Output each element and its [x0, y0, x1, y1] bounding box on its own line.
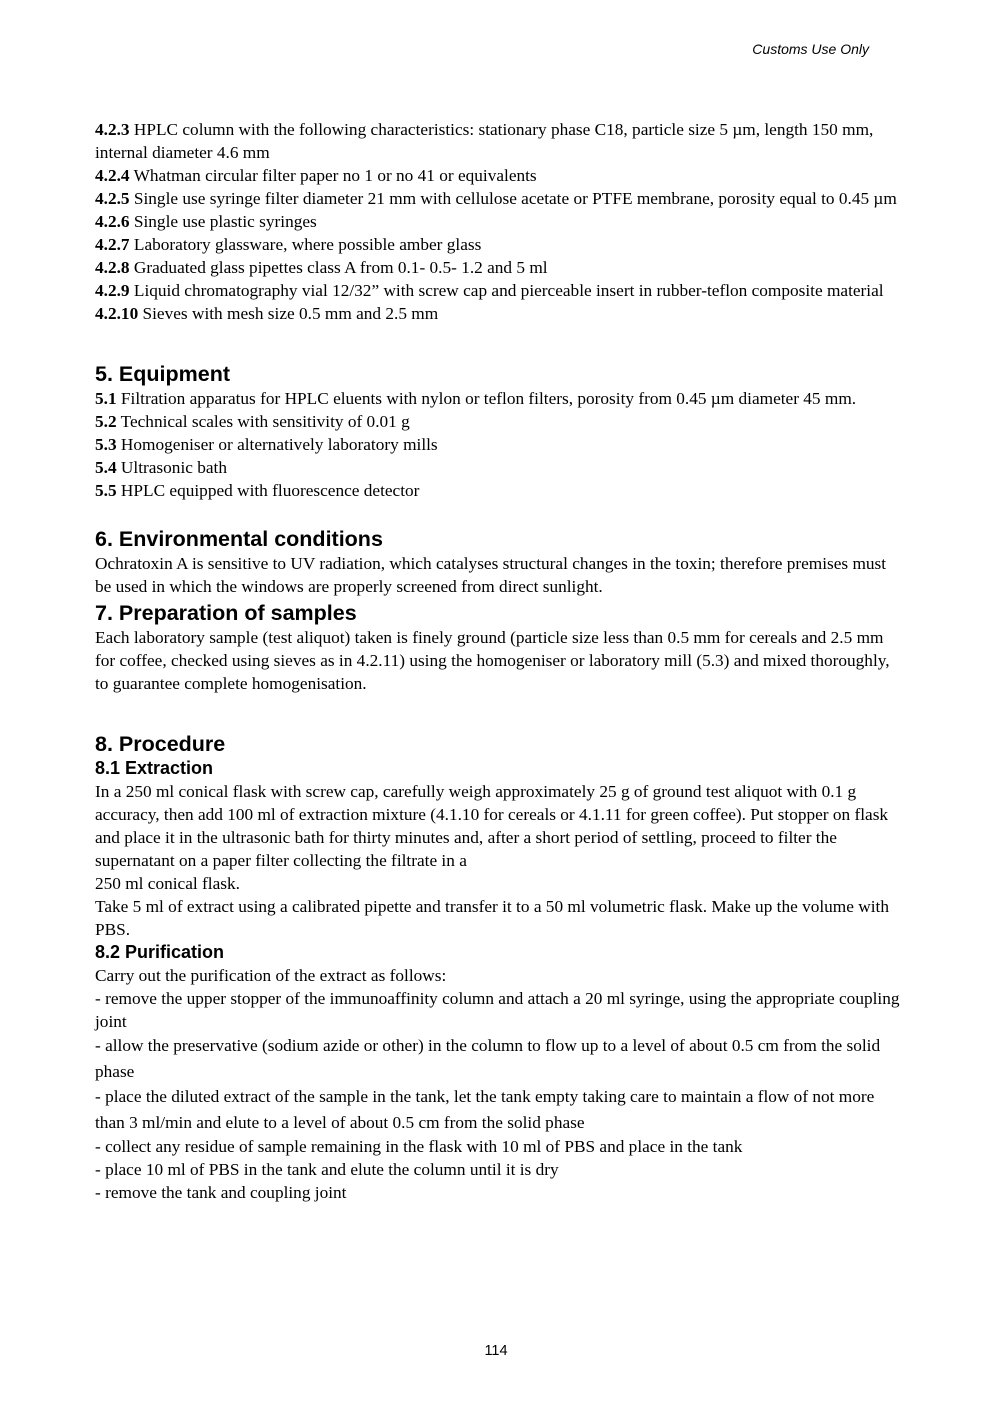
paragraph-samples: Each laboratory sample (test aliquot) taken is finely ground (particle size less than 0.5 mm for cereals and 2.5 mm for coffee, checked using sieves as in 4.2.11) using the homogeniser or laboratory mill (5.3) and mixed thoroughly, to guarantee complete homogenisation.	[95, 628, 890, 693]
item-text: Single use syringe filter diameter 21 mm with cellulose acetate or PTFE membrane, porosity equal to 0.45 µm	[129, 189, 897, 208]
list-item: - place the diluted extract of the sample in the tank, let the tank empty taking care to maintain a flow of not more than 3 ml/min and elute to a level of about 0.5 cm from the solid phase	[95, 1087, 875, 1132]
list-item: - remove the tank and coupling joint	[95, 1183, 347, 1202]
subsection-heading-extraction: 8.1 Extraction	[95, 758, 214, 778]
item-number: 5.3	[95, 435, 117, 454]
subsection-heading-purification: 8.2 Purification	[95, 942, 225, 962]
list-item	[95, 210, 905, 233]
paragraph-environment: Ochratoxin A is sensitive to UV radiation, which catalyses structural changes in the toxin; therefore premises must be used in which the windows are properly screened from direct sunlight.	[95, 554, 887, 596]
section-heading-procedure: 8. Procedure	[95, 732, 226, 756]
item-number: 4.2.9	[95, 281, 130, 300]
item-number: 4.2.6	[95, 212, 130, 231]
item-number: 5.2	[95, 412, 117, 431]
list-item: - remove the upper stopper of the immunoaffinity column and attach a 20 ml syringe, using the appropriate coupling joint	[95, 989, 900, 1031]
list-item	[95, 233, 905, 256]
item-text: Ultrasonic bath	[116, 458, 227, 477]
list-item	[95, 410, 905, 433]
paragraph-extraction-cont: 250 ml conical flask.	[95, 874, 240, 893]
item-text: Technical scales with sensitivity of 0.01 g	[116, 412, 410, 431]
list-item: - collect any residue of sample remaining in the flask with 10 ml of PBS and place in the tank	[95, 1137, 743, 1156]
list-item	[95, 387, 905, 410]
list-item	[95, 187, 905, 210]
item-number: 4.2.7	[95, 235, 130, 254]
item-text: Whatman circular filter paper no 1 or no 41 or equivalents	[129, 166, 537, 185]
item-number: 5.5	[95, 481, 117, 500]
list-item	[95, 302, 905, 325]
list-item: - place 10 ml of PBS in the tank and elute the column until it is dry	[95, 1160, 559, 1179]
page-content	[95, 118, 905, 1204]
paragraph-purification-intro: Carry out the purification of the extract as follows:	[95, 966, 447, 985]
item-text: Liquid chromatography vial 12/32” with screw cap and pierceable insert in rubber-teflon composite material	[129, 281, 884, 300]
item-text: Filtration apparatus for HPLC eluents with nylon or teflon filters, porosity from 0.45 µm diameter 45 mm.	[116, 389, 857, 408]
item-text: Laboratory glassware, where possible amber glass	[129, 235, 482, 254]
item-number: 5.1	[95, 389, 117, 408]
paragraph-extraction-2: Take 5 ml of extract using a calibrated pipette and transfer it to a 50 ml volumetric flask. Make up the volume with PBS.	[95, 897, 889, 939]
list-item	[95, 118, 905, 164]
item-number: 5.4	[95, 458, 117, 477]
list-item	[95, 479, 905, 502]
item-number: 4.2.4	[95, 166, 130, 185]
item-number: 4.2.5	[95, 189, 130, 208]
list-item	[95, 433, 905, 456]
item-text: Homogeniser or alternatively laboratory mills	[116, 435, 438, 454]
list-item	[95, 256, 905, 279]
item-text: Sieves with mesh size 0.5 mm and 2.5 mm	[138, 304, 439, 323]
item-number: 4.2.10	[95, 304, 139, 323]
list-item	[95, 164, 905, 187]
list-item	[95, 279, 905, 302]
page-number: 114	[484, 1343, 508, 1359]
section-heading-environment: 6. Environmental conditions	[95, 527, 383, 551]
item-text: HPLC column with the following characteristics: stationary phase C18, particle size 5 µm, length 150 mm, internal diameter 4.6 mm	[95, 120, 874, 162]
paragraph-extraction: In a 250 ml conical flask with screw cap, carefully weigh approximately 25 g of ground test aliquot with 0.1 g accuracy, then add 100 ml of extraction mixture (4.1.10 for cereals or 4.1.11 for green coffee). Put stopper on flask and place it in the ultrasonic bath for thirty minutes and, after a short period of settling, proceed to filter the supernatant on a paper filter collecting the filtrate in a	[95, 782, 889, 870]
list-item	[95, 456, 905, 479]
section-heading-equipment: 5. Equipment	[95, 362, 230, 386]
item-text: Single use plastic syringes	[129, 212, 317, 231]
list-item: - allow the preservative (sodium azide or other) in the column to flow up to a level of about 0.5 cm from the solid phase	[95, 1036, 881, 1081]
item-number: 4.2.8	[95, 258, 130, 277]
header-note: Customs Use Only	[752, 41, 869, 57]
item-number: 4.2.3	[95, 120, 130, 139]
item-text: HPLC equipped with fluorescence detector	[116, 481, 420, 500]
section-heading-samples: 7. Preparation of samples	[95, 601, 357, 625]
item-text: Graduated glass pipettes class A from 0.1- 0.5- 1.2 and 5 ml	[129, 258, 548, 277]
